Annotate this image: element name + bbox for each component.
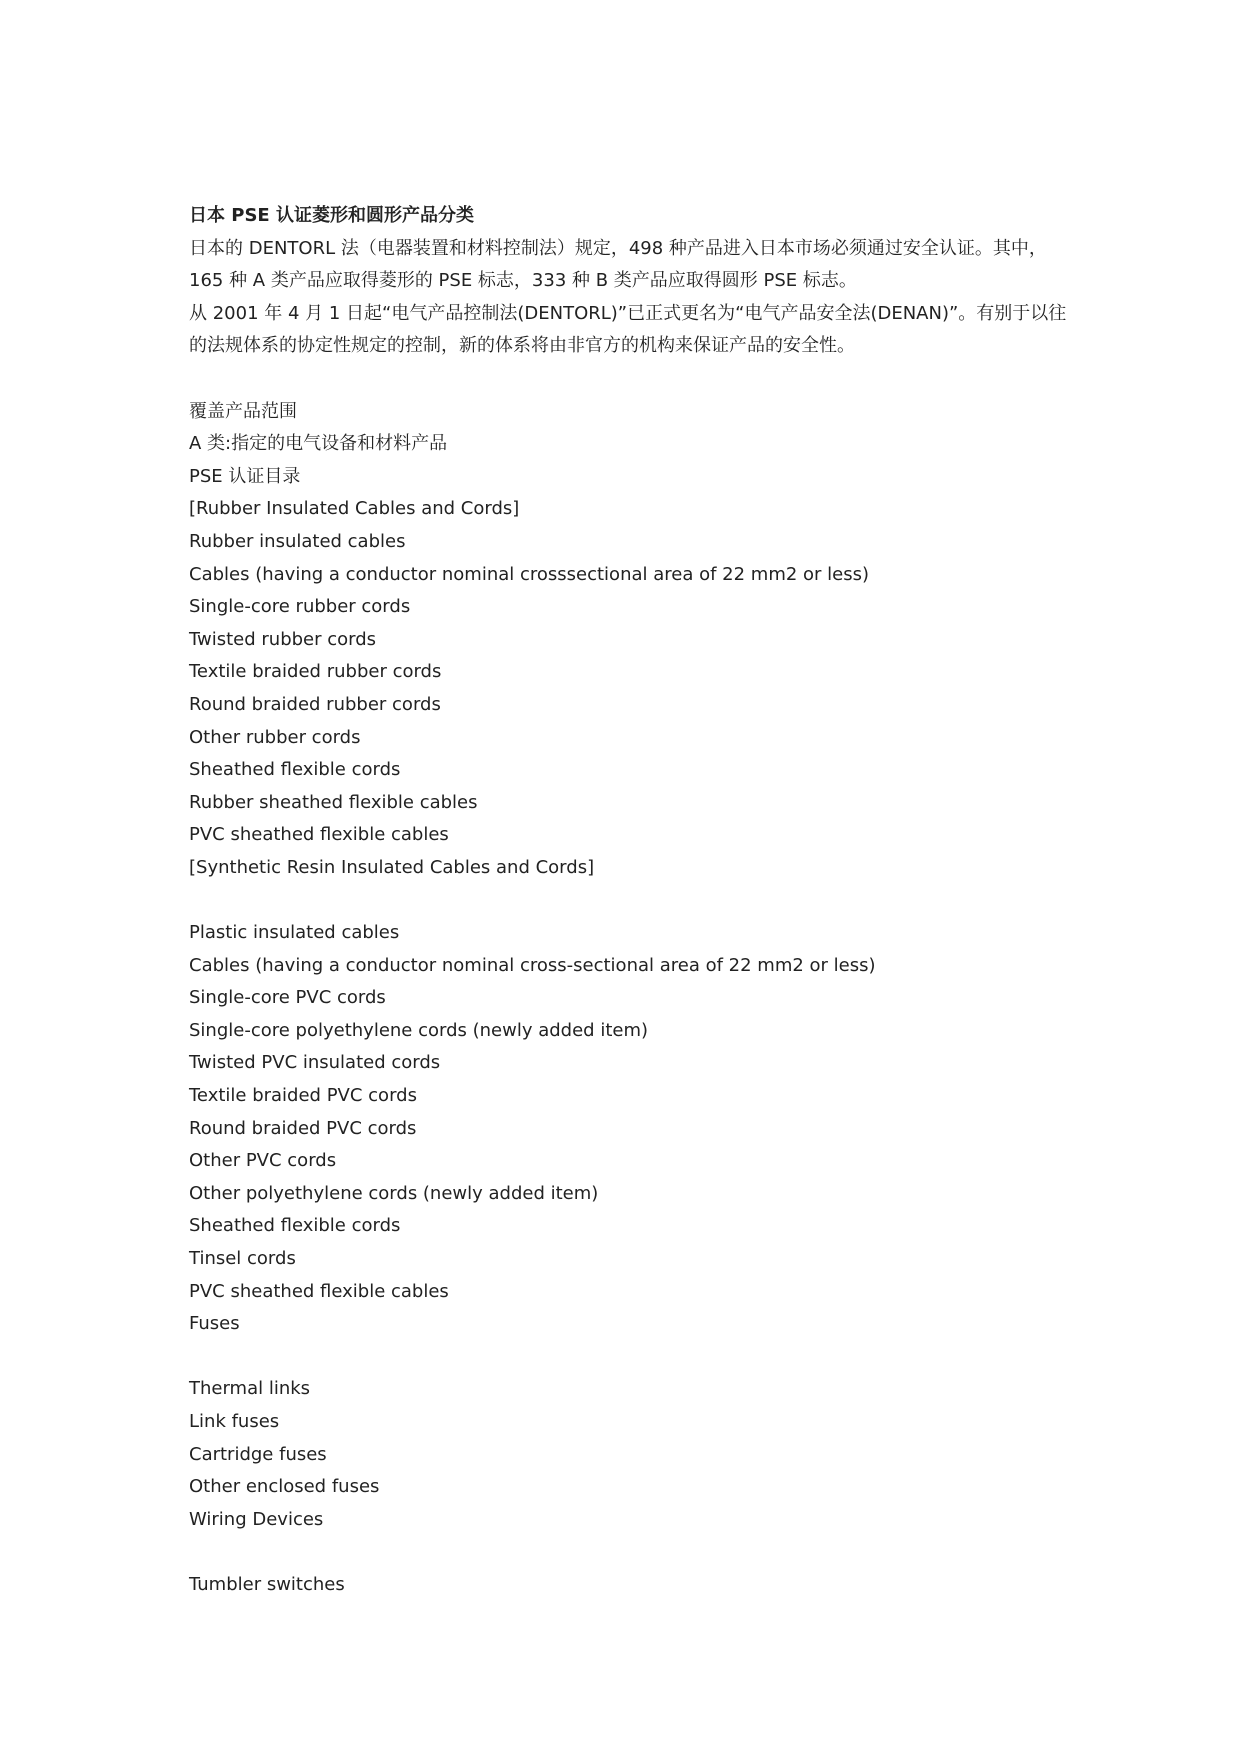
spacer <box>189 884 1069 917</box>
list-item: Fuses <box>189 1313 240 1335</box>
list-item: Other polyethylene cords (newly added item) <box>189 1182 599 1204</box>
list-item: Round braided rubber cords <box>189 693 441 715</box>
spacer <box>189 1341 1069 1374</box>
list-item: Textile braided rubber cords <box>189 661 442 683</box>
list-item: [Rubber Insulated Cables and Cords] <box>189 498 520 520</box>
intro-paragraph-2: 从 2001 年 4 月 1 日起“电气产品控制法(DENTORL)”已正式更名为“电气产品安全法(DENAN)”。有别于以往的法规体系的协定性规定的控制，新的体系将由非官方的机构来保证产品的安全性。 <box>189 302 1067 357</box>
list-item: PVC sheathed flexible cables <box>189 824 449 846</box>
spacer <box>189 363 1069 396</box>
list-item: PVC sheathed flexible cables <box>189 1280 449 1302</box>
list-item: Textile braided PVC cords <box>189 1085 417 1107</box>
list-item: Sheathed flexible cords <box>189 759 401 781</box>
list-item: Tinsel cords <box>189 1248 296 1269</box>
document-title: 日本 PSE 认证菱形和圆形产品分类 <box>189 205 474 226</box>
intro-paragraph-1: 日本的 DENTORL 法（电器装置和材料控制法）规定，498 种产品进入日本市场必须通过安全认证。其中，165 种 A 类产品应取得菱形的 PSE 标志，333 种 B 类产品应取得圆形 PSE 标志。 <box>189 237 1047 292</box>
list-item: Sheathed flexible cords <box>189 1215 401 1237</box>
list-item: Twisted PVC insulated cords <box>189 1052 441 1074</box>
list-item: Rubber insulated cables <box>189 530 406 552</box>
list-item: Link fuses <box>189 1410 280 1432</box>
list-item: Thermal links <box>189 1378 311 1400</box>
list-item: Twisted rubber cords <box>189 628 377 650</box>
list-item: Wiring Devices <box>189 1508 324 1530</box>
spacer <box>189 1536 1069 1569</box>
list-item: Other rubber cords <box>189 726 361 748</box>
list-item: Plastic insulated cables <box>189 922 400 944</box>
list-item: Single-core PVC cords <box>189 987 386 1009</box>
catalog-heading: PSE 认证目录 <box>189 465 301 487</box>
list-item: Other PVC cords <box>189 1150 337 1172</box>
list-item: [Synthetic Resin Insulated Cables and Cords] <box>189 856 595 878</box>
scope-heading: 覆盖产品范围 <box>189 400 297 422</box>
list-item: Other enclosed fuses <box>189 1476 380 1498</box>
class-a-heading: A 类:指定的电气设备和材料产品 <box>189 433 448 455</box>
list-item: Cartridge fuses <box>189 1443 327 1465</box>
list-item: Tumbler switches <box>189 1573 345 1595</box>
list-item: Round braided PVC cords <box>189 1117 417 1139</box>
list-item: Rubber sheathed flexible cables <box>189 791 478 813</box>
list-item: Cables (having a conductor nominal cross-sectional area of 22 mm2 or less) <box>189 954 876 976</box>
list-item: Single-core rubber cords <box>189 596 411 618</box>
document-body <box>189 200 1069 1602</box>
list-item: Cables (having a conductor nominal crosssectional area of 22 mm2 or less) <box>189 563 870 585</box>
list-item: Single-core polyethylene cords (newly added item) <box>189 1019 649 1041</box>
